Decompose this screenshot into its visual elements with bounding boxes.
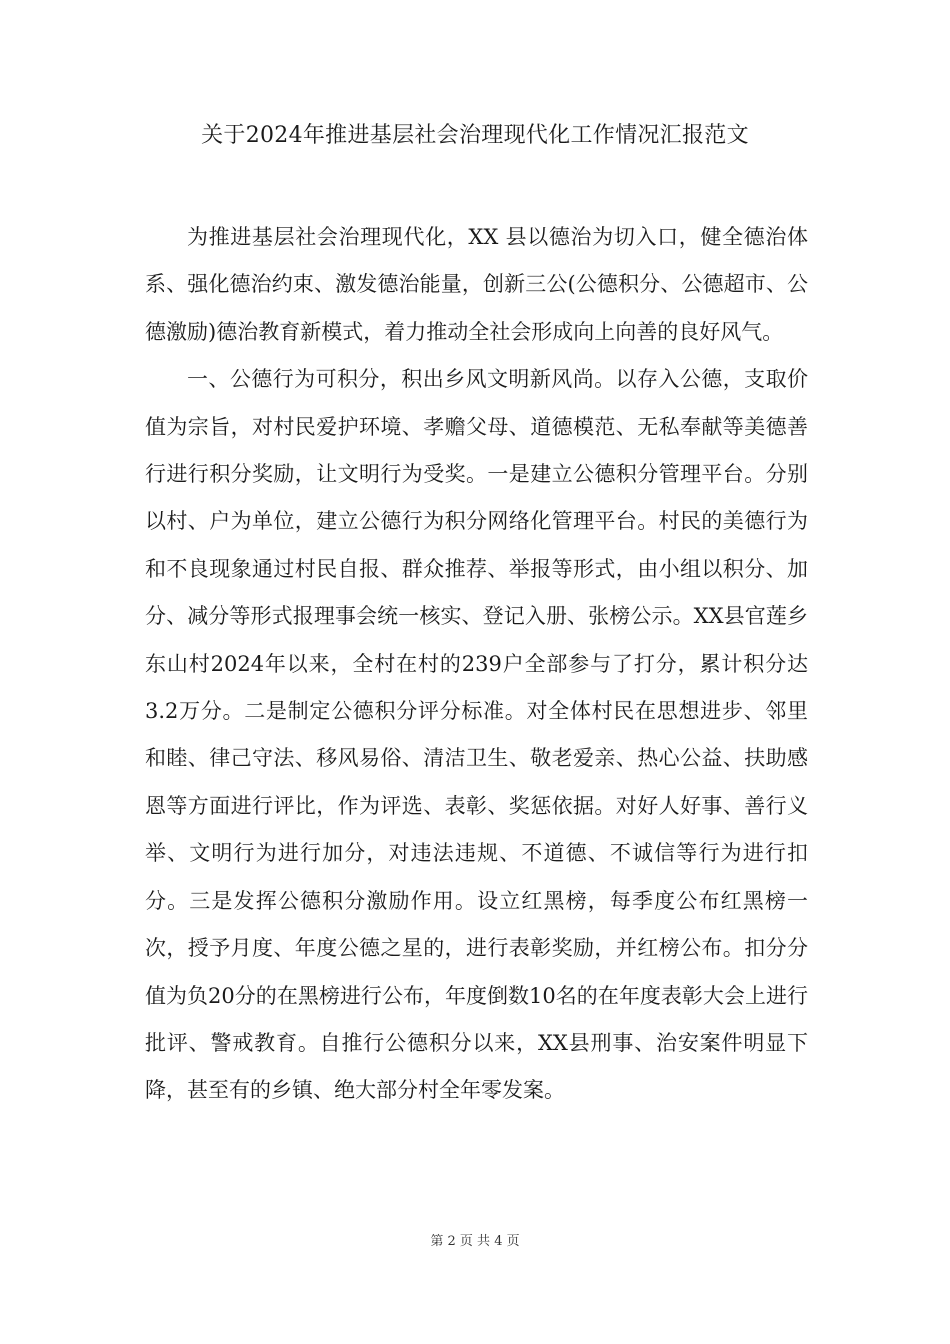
document-title: 关于2024年推进基层社会治理现代化工作情况汇报范文 <box>201 123 749 148</box>
document-body <box>145 214 808 1115</box>
paragraph-section-one: 一、公德行为可积分，积出乡风文明新风尚。以存入公德，支取价值为宗旨，对村民爱护环境、孝赡父母、道德模范、无私奉献等美德善行进行积分奖励，让文明行为受奖。一是建立公德积分管理平台。分别以村、户为单位，建立公德行为积分网络化管理平台。村民的美德行为和不良现象通过村民自报、群众推荐、举报等形式，由小组以积分、加分、减分等形式报理事会统一核实、登记入册、张榜公示。XX县官莲乡东山村2024年以来，全村在村的239户全部参与了打分，累计积分达3.2万分。二是制定公德积分评分标准。对全体村民在思想进步、邻里和睦、律己守法、移风易俗、清洁卫生、敬老爱亲、热心公益、扶助感恩等方面进行评比，作为评选、表彰、奖惩依据。对好人好事、善行义举、文明行为进行加分，对违法违规、不道德、不诚信等行为进行扣分。三是发挥公德积分激励作用。设立红黑榜，每季度公布红黑榜一次，授予月度、年度公德之星的，进行表彰奖励，并红榜公布。扣分分值为负20分的在黑榜进行公布，年度倒数10名的在年度表彰大会上进行批评、警戒教育。自推行公德积分以来，XX县刑事、治安案件明显下降，甚至有的乡镇、绝大部分村全年零发案。 <box>145 367 808 1103</box>
page-number-footer: 第 2 页 共 4 页 <box>430 1234 520 1249</box>
paragraph-intro: 为推进基层社会治理现代化，XX 县以德治为切入口，健全德治体系、强化德治约束、激发德治能量，创新三公(公德积分、公德超市、公德激励)德治教育新模式，着力推动全社会形成向上向善的良好风气。 <box>145 225 808 344</box>
